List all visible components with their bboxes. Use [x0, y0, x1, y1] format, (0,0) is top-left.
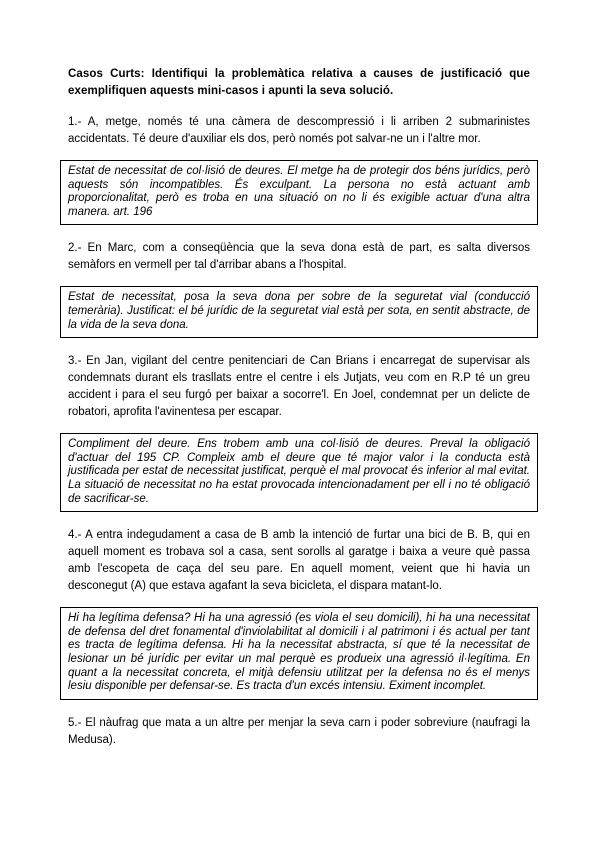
case-3-text: 3.- En Jan, vigilant del centre penitenciari de Can Brians i encarregat de supervisar als condemnats durant els trasllats entre el centre i els Jutjats, veu com en R.P té un greu accident i para el seu furgó per baixar a socorre'l. En Joel, condemnat per un delicte de robatori, aprofita l'avinentesa per escapar. — [68, 355, 530, 419]
case-1-answer-box — [60, 160, 538, 225]
case-5-text: 5.- El nàufrag que mata a un altre per menjar la seva carn i poder sobreviure (naufragi la Medusa). — [68, 716, 530, 746]
case-4-answer-text: Hi ha legítima defensa? Hi ha una agressió (es viola el seu domicili), hi ha una necessitat de defensa del dret fonamental d'inviolabilitat al domicili i al patrimoni i és actual per tant es tracta de legítima defensa. Hi ha la necessitat abstracta, sí que té la necessitat de lesionar un bé jurídic per evitar un mal perquè es produeix una agressió il·legítima. En quant a la necessitat concreta, el mitjà defensiu utilitzat per la defensa no és el menys lesiu disponible per defensar-se. Es tracta d'un excés intensiu. Eximent incomplet. — [68, 612, 530, 693]
case-3-answer-text: Compliment del deure. Ens trobem amb una col·lisió de deures. Preval la obligació d'actuar del 195 CP. Compleix amb el deure que té major valor i la conducta està justificada per estat de necessitat justificat, perquè el mal provocat és inferior al mal evitat. La situació de necessitat no ha estat provocada intencionadament per ell i no té obligació de sacrificar-se. — [68, 438, 530, 505]
case-1-answer-text: Estat de necessitat de col·lisió de deures. El metge ha de protegir dos béns jurídics, però aquests són incompatibles. És exculpant. La persona no està actuant amb proporcionalitat, però es troba en una situació on no li és exigible actuar d'una altra manera. art. 196 — [68, 165, 530, 218]
case-4-text: 4.- A entra indegudament a casa de B amb la intenció de furtar una bici de B. B, qui en aquell moment es trobava sol a casa, sent sorolls al garatge i baixa a veure què passa amb l'escopeta de caça del seu pare. En aquell moment, veient que hi havia un desconegut (A) que estava agafant la seva bicicleta, el dispara matant-lo. — [68, 529, 530, 593]
case-4-answer-box — [60, 607, 538, 700]
doc-title: Casos Curts: Identifiqui la problemàtica relativa a causes de justificació que exemplifiquen aquests mini-casos i apunti la seva solució. — [68, 68, 530, 97]
case-2-answer-box — [60, 286, 538, 338]
case-2-answer-text: Estat de necessitat, posa la seva dona per sobre de la seguretat vial (conducció temerària). Justificat: el bé jurídic de la seguretat vial està per sota, en sentit abstracte, de la vida de la seva dona. — [68, 291, 530, 331]
case-1-text: 1.- A, metge, només té una càmera de descompressió i li arriben 2 submarinistes accidentats. Té deure d'auxiliar els dos, però només pot salvar-ne un i l'altre mor. — [68, 116, 530, 145]
case-3-answer-box — [60, 433, 538, 512]
case-2-text: 2.- En Marc, com a conseqüència que la seva dona està de part, es salta diversos semàfors en vermell per tal d'arribar abans a l'hospital. — [68, 242, 530, 272]
